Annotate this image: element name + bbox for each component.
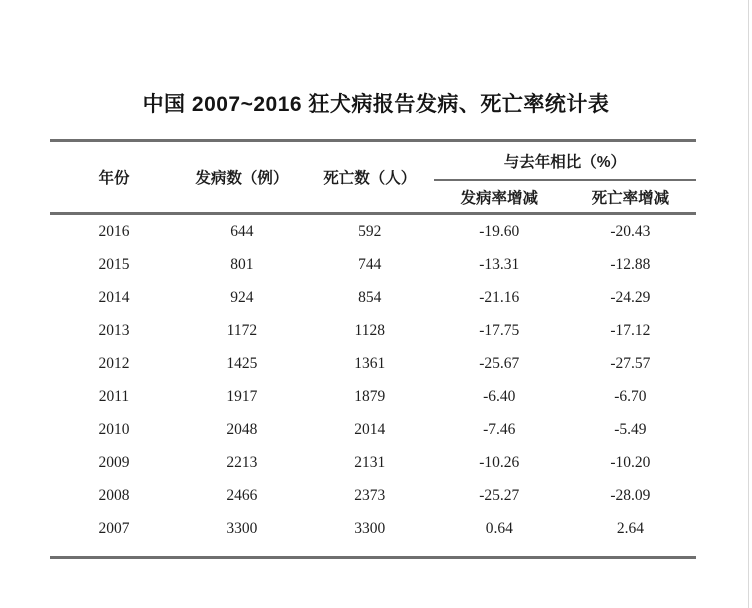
cell-incidence-change: -6.40	[483, 387, 516, 405]
cell-incidence-change: -25.27	[479, 486, 520, 504]
cell-year: 2010	[98, 420, 130, 438]
cell-death-change: -27.57	[610, 354, 651, 372]
statistics-table	[50, 142, 696, 545]
table-row	[50, 413, 696, 446]
cell-deaths: 1128	[354, 321, 385, 339]
table-row	[50, 479, 696, 512]
cell-deaths: 592	[358, 222, 382, 240]
cell-death-change: -6.70	[614, 387, 647, 405]
cell-cases: 2048	[226, 420, 258, 438]
cell-year: 2015	[98, 255, 130, 273]
cell-deaths: 1879	[354, 387, 386, 405]
table-row	[50, 380, 696, 413]
header-compare-group: 与去年相比（%）	[434, 142, 696, 180]
cell-deaths: 2373	[354, 486, 386, 504]
cell-incidence-change: -25.67	[479, 354, 520, 372]
cell-deaths: 2131	[354, 453, 386, 471]
cell-death-change: 2.64	[616, 519, 644, 537]
cell-death-change: -12.88	[610, 255, 651, 273]
table-row	[50, 281, 696, 314]
header-death-change: 死亡率增减	[591, 189, 670, 207]
cell-year: 2011	[98, 387, 130, 405]
cell-death-change: -17.12	[610, 321, 651, 339]
table-row	[50, 214, 696, 249]
cell-incidence-change: -10.26	[479, 453, 520, 471]
statistics-table-container	[50, 139, 696, 559]
cell-cases: 2213	[226, 453, 258, 471]
cell-deaths: 1361	[354, 354, 386, 372]
table-row	[50, 347, 696, 380]
cell-incidence-change: -13.31	[479, 255, 520, 273]
cell-year: 2013	[98, 321, 130, 339]
table-row	[50, 248, 696, 281]
cell-death-change: -28.09	[610, 486, 651, 504]
page-edge-line	[748, 0, 749, 608]
cell-year: 2009	[98, 453, 130, 471]
cell-year: 2012	[98, 354, 130, 372]
cell-cases: 801	[230, 255, 254, 273]
cell-incidence-change: -21.16	[479, 288, 520, 306]
cell-deaths: 744	[358, 255, 382, 273]
table-row	[50, 512, 696, 545]
cell-cases: 1172	[226, 321, 258, 339]
header-row-top	[50, 142, 696, 180]
header-incidence-change: 发病率增减	[460, 189, 539, 207]
cell-year: 2016	[98, 222, 130, 240]
cell-year: 2007	[98, 519, 130, 537]
cell-cases: 1917	[226, 387, 258, 405]
cell-death-change: -10.20	[610, 453, 651, 471]
cell-year: 2008	[98, 486, 130, 504]
header-year: 年份	[98, 170, 130, 187]
cell-cases: 924	[230, 288, 254, 306]
cell-deaths: 854	[358, 288, 382, 306]
cell-incidence-change: -17.75	[479, 321, 520, 339]
table-title: 中国 2007~2016 狂犬病报告发病、死亡率统计表	[142, 93, 610, 116]
table-header	[50, 142, 696, 214]
cell-incidence-change: -7.46	[483, 420, 516, 438]
cell-deaths: 2014	[354, 420, 386, 438]
cell-incidence-change: 0.64	[485, 519, 513, 537]
table-body	[50, 214, 696, 546]
cell-cases: 644	[230, 222, 254, 240]
cell-year: 2014	[98, 288, 130, 306]
table-row	[50, 314, 696, 347]
header-deaths: 死亡数（人）	[323, 170, 417, 187]
cell-death-change: -5.49	[614, 420, 647, 438]
cell-death-change: -20.43	[610, 222, 651, 240]
cell-incidence-change: -19.60	[479, 222, 520, 240]
cell-death-change: -24.29	[610, 288, 651, 306]
cell-cases: 2466	[226, 486, 258, 504]
cell-deaths: 3300	[354, 519, 386, 537]
table-row	[50, 446, 696, 479]
cell-cases: 1425	[226, 354, 258, 372]
header-cases: 发病数（例）	[195, 170, 289, 187]
cell-cases: 3300	[226, 519, 258, 537]
